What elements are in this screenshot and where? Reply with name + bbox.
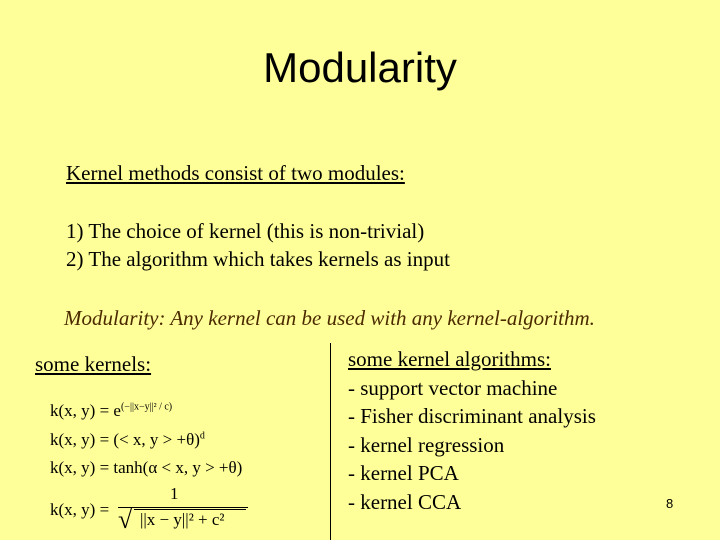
formula-gaussian-lhs: k(x, y) = e	[50, 401, 121, 420]
algorithm-item: - Fisher discriminant analysis	[348, 404, 596, 428]
point-1: 1) The choice of kernel (this is non-trivial)	[66, 219, 425, 243]
algorithm-item: - kernel CCA	[348, 490, 462, 514]
formula-imq-denominator: ||x − y||² + c²	[140, 510, 225, 529]
formula-polynomial-exponent: d	[199, 430, 205, 442]
formula-polynomial	[50, 431, 205, 448]
point-2: 2) The algorithm which takes kernels as input	[66, 247, 450, 271]
right-heading: some kernel algorithms:	[348, 347, 551, 371]
column-divider	[330, 343, 331, 540]
slide-title: Modularity	[263, 44, 457, 91]
formula-polynomial-body: k(x, y) = (< x, y > +θ)	[50, 430, 200, 449]
algorithm-item: - kernel PCA	[348, 461, 459, 485]
sqrt-symbol-icon: √	[118, 505, 133, 534]
formula-sigmoid-body: k(x, y) = tanh(α < x, y > +θ)	[50, 458, 243, 477]
formula-inverse-multiquadric	[50, 484, 290, 537]
left-heading: some kernels:	[35, 352, 152, 376]
page-number: 8	[666, 496, 674, 511]
algorithm-item: - support vector machine	[348, 376, 558, 400]
formula-gaussian-exponent: (−||x−y||² / c)	[120, 401, 173, 413]
formula-imq-numerator: 1	[170, 484, 179, 503]
formula-gaussian	[50, 402, 172, 419]
formula-sigmoid	[50, 459, 242, 476]
formula-imq-lhs: k(x, y) =	[50, 500, 110, 519]
intro-text: Kernel methods consist of two modules:	[66, 161, 405, 185]
algorithm-item: - kernel regression	[348, 433, 505, 457]
modularity-statement: Modularity: Any kernel can be used with any kernel-algorithm.	[64, 306, 595, 330]
formula-imq-fraction-bar	[118, 507, 248, 508]
